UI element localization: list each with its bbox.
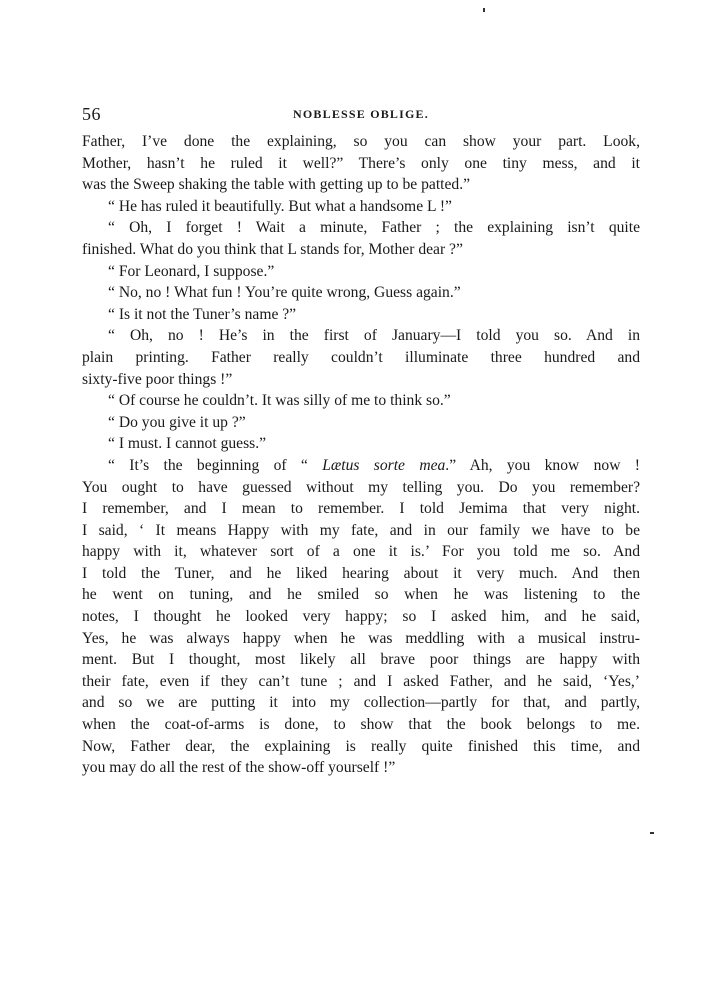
text-line: I said, ‘ It means Happy with my fate, and in our family we have to be: [82, 521, 640, 539]
text-line: happy with it, whatever sort of a one it is.’ For you told me so. And: [82, 543, 640, 561]
text-line: You ought to have guessed without my telling you. Do you remember?: [82, 478, 640, 496]
text-line: I told the Tuner, and he liked hearing about it very much. And then: [82, 564, 640, 582]
text-line: “ He has ruled it beautifully. But what a handsome L !”: [108, 197, 452, 215]
ink-speck: [650, 832, 654, 834]
text-line: Yes, he was always happy when he was meddling with a musical instru-: [82, 629, 640, 647]
text-line: ment. But I thought, most likely all brave poor things are happy with: [82, 651, 640, 669]
text-line: was the Sweep shaking the table with getting up to be patted.”: [82, 176, 471, 194]
text-line: you may do all the rest of the show-off yourself !”: [82, 759, 396, 777]
running-title: NOBLESSE OBLIGE.: [293, 107, 429, 121]
text-line: sixty-five poor things !”: [82, 370, 233, 388]
body-text: [82, 131, 640, 779]
text-line: Mother, hasn’t he ruled it well?” There’s only one tiny mess, and it: [82, 154, 640, 172]
text-line: “ No, no ! What fun ! You’re quite wrong, Guess again.”: [108, 284, 461, 302]
text-line: “ Oh, no ! He’s in the first of January—I told you so. And in: [108, 327, 640, 345]
text-line: when the coat-of-arms is done, to show that the book belongs to me.: [82, 716, 640, 734]
text-line: Father, I’ve done the explaining, so you can show your part. Look,: [82, 133, 640, 150]
text-line: I remember, and I mean to remember. I told Jemima that very night.: [82, 500, 640, 518]
page-number: 56: [82, 104, 101, 124]
text-line: “ For Leonard, I suppose.”: [108, 262, 275, 280]
text-line: “ Do you give it up ?”: [108, 413, 246, 431]
text-line: “ Of course he couldn’t. It was silly of me to think so.”: [108, 392, 451, 410]
text-line: their fate, even if they can’t tune ; and I asked Father, and he said, ‘Yes,’: [82, 672, 640, 690]
text-line: plain printing. Father really couldn’t illuminate three hundred and: [82, 348, 640, 366]
text-line: “ I must. I cannot guess.”: [108, 435, 267, 453]
text-line: “ Oh, I forget ! Wait a minute, Father ; the explaining isn’t quite: [108, 219, 640, 237]
text-line: Now, Father dear, the explaining is really quite finished this time, and: [82, 737, 640, 755]
page-header: [82, 104, 640, 128]
text-line: and so we are putting it into my collection—partly for that, and partly,: [82, 694, 640, 712]
text-line: he went on tuning, and he smiled so when he was listening to the: [82, 586, 640, 604]
text-line: “ Is it not the Tuner’s name ?”: [108, 305, 297, 323]
text-line: finished. What do you think that L stands for, Mother dear ?”: [82, 240, 463, 258]
text-line: notes, I thought he looked very happy; so I asked him, and he said,: [82, 608, 640, 626]
ink-speck: [483, 8, 485, 12]
text-line: “ It’s the beginning of “ Lætus sorte mea.” Ah, you know now !: [108, 456, 640, 474]
